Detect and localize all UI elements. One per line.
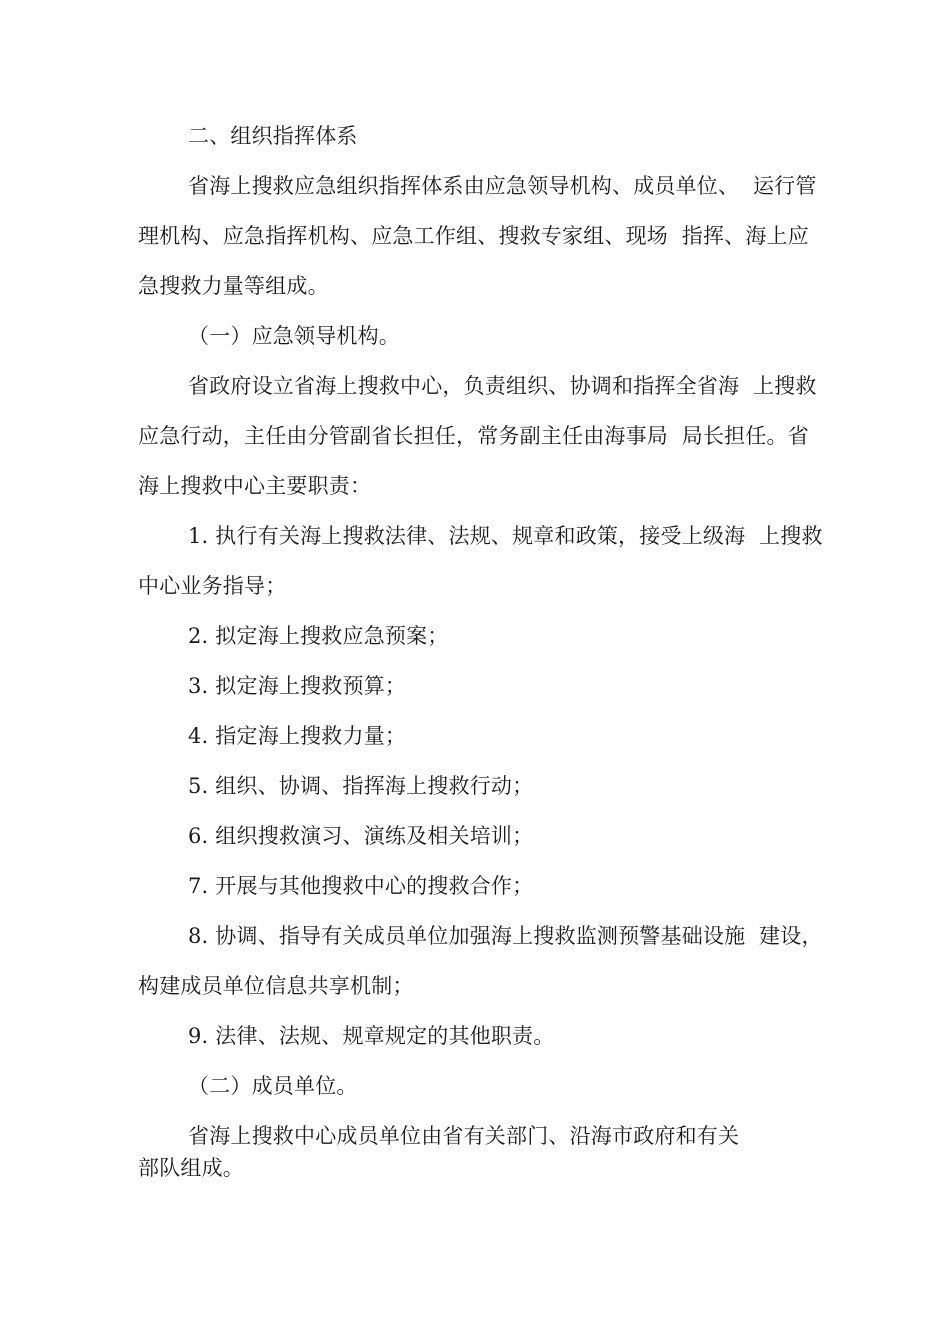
duty-6: 6. 组织搜救演习、演练及相关培训； — [188, 824, 534, 848]
intro-line-2: 理机构、应急指挥机构、应急工作组、搜救专家组、现场 指挥、海上应 — [138, 224, 809, 248]
duty-1-line-1: 1. 执行有关海上搜救法律、法规、规章和政策，接受上级海 上搜救 — [188, 524, 823, 548]
duty-7: 7. 开展与其他搜救中心的搜救合作； — [188, 874, 534, 898]
duty-3: 3. 拟定海上搜救预算； — [188, 674, 407, 698]
subsection-1-heading: （一）应急领导机构。 — [188, 324, 400, 348]
duty-1-line-2: 中心业务指导； — [138, 574, 287, 598]
duty-2: 2. 拟定海上搜救应急预案； — [188, 624, 449, 648]
subsection-1-line-1: 省政府设立省海上搜救中心，负责组织、协调和指挥全省海 上搜救 — [188, 374, 817, 398]
subsection-2-line-2: 部队组成。 — [138, 1156, 244, 1180]
intro-line-1: 省海上搜救应急组织指挥体系由应急领导机构、成员单位、 运行管 — [188, 174, 817, 198]
subsection-1-line-3: 海上搜救中心主要职责： — [138, 474, 372, 498]
subsection-1-line-2: 应急行动，主任由分管副省长担任，常务副主任由海事局 局长担任。省 — [138, 424, 809, 448]
duty-8-line-2: 构建成员单位信息共享机制； — [138, 974, 414, 998]
subsection-2-heading: （二）成员单位。 — [188, 1074, 358, 1098]
subsection-2-line-1: 省海上搜救中心成员单位由省有关部门、沿海市政府和有关 — [188, 1124, 740, 1148]
duty-4: 4. 指定海上搜救力量； — [188, 724, 407, 748]
section-heading: 二、组织指挥体系 — [188, 124, 358, 148]
duty-9: 9. 法律、法规、规章规定的其他职责。 — [188, 1024, 555, 1048]
duty-8-line-1: 8. 协调、指导有关成员单位加强海上搜救监测预警基础设施 建设， — [188, 924, 823, 948]
intro-line-3: 急搜救力量等组成。 — [138, 274, 329, 298]
duty-5: 5. 组织、协调、指挥海上搜救行动； — [188, 774, 534, 798]
